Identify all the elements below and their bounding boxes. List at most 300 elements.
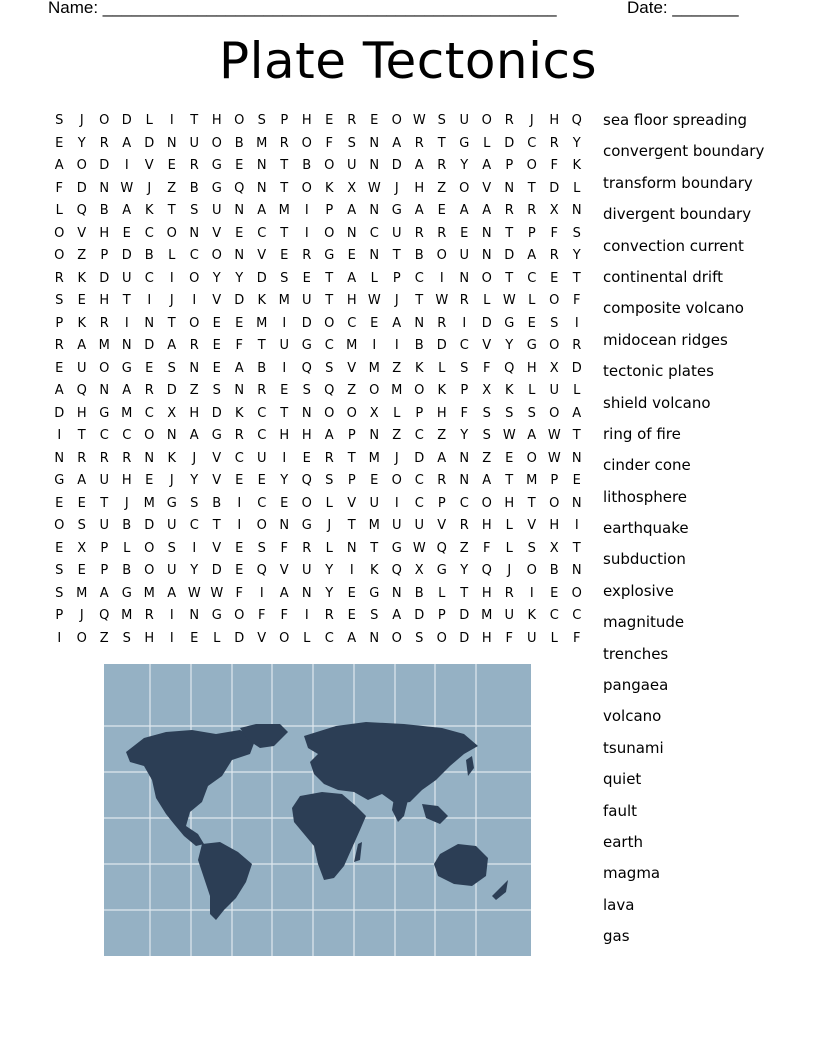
grid-letter[interactable]: L bbox=[483, 293, 491, 308]
grid-letter[interactable]: H bbox=[76, 405, 87, 421]
grid-letter[interactable]: Z bbox=[437, 428, 447, 443]
grid-letter[interactable]: I bbox=[57, 428, 62, 443]
grid-letter[interactable]: D bbox=[414, 450, 425, 466]
grid-letter[interactable]: A bbox=[482, 203, 492, 218]
grid-letter[interactable]: K bbox=[414, 360, 424, 376]
grid-letter[interactable]: O bbox=[144, 428, 155, 443]
grid-letter[interactable]: U bbox=[99, 473, 109, 488]
grid-letter[interactable]: A bbox=[392, 135, 402, 151]
grid-letter[interactable]: X bbox=[77, 540, 87, 556]
grid-letter[interactable]: D bbox=[256, 270, 267, 286]
grid-letter[interactable]: B bbox=[549, 563, 559, 578]
grid-letter[interactable]: G bbox=[391, 203, 402, 218]
grid-letter[interactable]: A bbox=[414, 203, 424, 218]
grid-letter[interactable]: R bbox=[144, 383, 154, 398]
grid-letter[interactable]: G bbox=[436, 563, 447, 578]
grid-letter[interactable]: A bbox=[527, 248, 537, 263]
grid-letter[interactable]: G bbox=[459, 135, 470, 151]
grid-letter[interactable]: N bbox=[346, 225, 357, 241]
grid-letter[interactable]: J bbox=[327, 518, 332, 533]
grid-letter[interactable]: E bbox=[212, 315, 221, 331]
grid-letter[interactable]: F bbox=[55, 180, 63, 196]
grid-letter[interactable]: N bbox=[481, 248, 492, 263]
grid-letter[interactable]: N bbox=[481, 225, 492, 241]
grid-letter[interactable]: J bbox=[507, 563, 512, 578]
grid-letter[interactable]: I bbox=[304, 225, 309, 241]
grid-letter[interactable]: L bbox=[438, 585, 446, 601]
grid-letter[interactable]: D bbox=[121, 113, 132, 128]
grid-letter[interactable]: O bbox=[324, 405, 335, 421]
grid-letter[interactable]: L bbox=[145, 113, 153, 128]
grid-letter[interactable]: E bbox=[505, 450, 514, 466]
grid-letter[interactable]: V bbox=[212, 293, 222, 308]
grid-letter[interactable]: C bbox=[122, 428, 132, 443]
grid-letter[interactable]: D bbox=[459, 630, 470, 646]
grid-letter[interactable]: C bbox=[144, 405, 154, 421]
grid-letter[interactable]: I bbox=[282, 360, 287, 376]
grid-letter[interactable]: L bbox=[505, 540, 513, 556]
grid-letter[interactable]: D bbox=[144, 518, 155, 533]
grid-letter[interactable]: D bbox=[301, 315, 312, 331]
grid-letter[interactable]: O bbox=[144, 563, 155, 578]
grid-letter[interactable]: W bbox=[502, 428, 516, 443]
grid-letter[interactable]: O bbox=[369, 383, 380, 398]
grid-letter[interactable]: H bbox=[481, 518, 492, 533]
grid-letter[interactable]: R bbox=[527, 203, 537, 218]
grid-letter[interactable]: B bbox=[122, 563, 132, 578]
grid-letter[interactable]: E bbox=[77, 495, 86, 511]
grid-letter[interactable]: U bbox=[459, 113, 469, 128]
grid-letter[interactable]: H bbox=[414, 180, 425, 196]
grid-letter[interactable]: O bbox=[481, 113, 492, 128]
grid-letter[interactable]: J bbox=[79, 113, 84, 128]
grid-letter[interactable]: T bbox=[572, 428, 581, 443]
grid-letter[interactable]: W bbox=[412, 540, 426, 556]
grid-letter[interactable]: K bbox=[144, 203, 154, 218]
grid-letter[interactable]: C bbox=[414, 473, 424, 488]
grid-letter[interactable]: A bbox=[347, 630, 357, 646]
grid-letter[interactable]: O bbox=[414, 383, 425, 398]
grid-letter[interactable]: O bbox=[54, 248, 65, 263]
grid-letter[interactable]: L bbox=[370, 270, 378, 286]
grid-letter[interactable]: T bbox=[77, 428, 86, 443]
grid-letter[interactable]: N bbox=[369, 428, 380, 443]
grid-letter[interactable]: O bbox=[436, 630, 447, 646]
grid-letter[interactable]: A bbox=[77, 338, 87, 353]
grid-letter[interactable]: Z bbox=[77, 248, 87, 263]
grid-letter[interactable]: W bbox=[412, 113, 426, 128]
grid-letter[interactable]: V bbox=[212, 450, 222, 466]
grid-letter[interactable]: T bbox=[370, 540, 379, 556]
grid-letter[interactable]: Y bbox=[460, 428, 469, 443]
grid-letter[interactable]: O bbox=[211, 135, 222, 151]
grid-letter[interactable]: A bbox=[122, 203, 132, 218]
grid-letter[interactable]: S bbox=[370, 608, 379, 623]
grid-letter[interactable]: R bbox=[324, 608, 334, 623]
grid-letter[interactable]: G bbox=[369, 585, 380, 601]
grid-letter[interactable]: O bbox=[76, 630, 87, 646]
grid-letter[interactable]: U bbox=[526, 630, 537, 646]
grid-letter[interactable]: T bbox=[280, 180, 289, 196]
grid-letter[interactable]: T bbox=[505, 270, 514, 286]
grid-letter[interactable]: P bbox=[527, 225, 536, 241]
grid-letter[interactable]: N bbox=[414, 315, 425, 331]
grid-letter[interactable]: R bbox=[144, 608, 154, 623]
grid-letter[interactable]: I bbox=[439, 270, 444, 286]
grid-letter[interactable]: F bbox=[235, 338, 243, 353]
grid-letter[interactable]: G bbox=[54, 473, 65, 488]
grid-letter[interactable]: N bbox=[346, 540, 357, 556]
grid-letter[interactable]: P bbox=[55, 608, 64, 623]
grid-letter[interactable]: J bbox=[79, 608, 84, 623]
grid-letter[interactable]: R bbox=[99, 315, 109, 331]
grid-letter[interactable]: D bbox=[54, 405, 65, 421]
grid-letter[interactable]: L bbox=[438, 360, 446, 376]
grid-letter[interactable]: T bbox=[527, 495, 536, 511]
grid-letter[interactable]: L bbox=[573, 383, 581, 398]
grid-letter[interactable]: N bbox=[459, 450, 470, 466]
grid-letter[interactable]: T bbox=[527, 180, 536, 196]
grid-letter[interactable]: O bbox=[324, 315, 335, 331]
grid-letter[interactable]: U bbox=[76, 360, 87, 376]
grid-letter[interactable]: T bbox=[347, 450, 356, 466]
grid-letter[interactable]: F bbox=[573, 293, 581, 308]
grid-letter[interactable]: D bbox=[234, 293, 245, 308]
grid-letter[interactable]: E bbox=[235, 563, 244, 578]
grid-letter[interactable]: G bbox=[391, 540, 402, 556]
grid-letter[interactable]: V bbox=[437, 518, 447, 533]
grid-letter[interactable]: U bbox=[346, 158, 357, 173]
grid-letter[interactable]: D bbox=[144, 338, 155, 353]
grid-letter[interactable]: A bbox=[279, 585, 289, 601]
grid-letter[interactable]: L bbox=[483, 135, 491, 151]
grid-letter[interactable]: I bbox=[124, 315, 129, 331]
grid-letter[interactable]: J bbox=[394, 180, 399, 196]
grid-letter[interactable]: O bbox=[301, 135, 312, 151]
grid-letter[interactable]: W bbox=[120, 180, 134, 196]
grid-letter[interactable]: E bbox=[55, 135, 64, 151]
grid-letter[interactable]: O bbox=[324, 158, 335, 173]
grid-letter[interactable]: F bbox=[258, 608, 266, 623]
grid-letter[interactable]: P bbox=[100, 540, 109, 556]
grid-letter[interactable]: O bbox=[144, 540, 155, 556]
grid-letter[interactable]: L bbox=[393, 405, 401, 421]
grid-letter[interactable]: G bbox=[211, 180, 222, 196]
grid-letter[interactable]: H bbox=[301, 113, 312, 128]
grid-letter[interactable]: E bbox=[302, 270, 311, 286]
grid-letter[interactable]: V bbox=[212, 540, 222, 556]
grid-letter[interactable]: R bbox=[189, 158, 199, 173]
grid-letter[interactable]: B bbox=[99, 203, 109, 218]
grid-letter[interactable]: R bbox=[504, 113, 514, 128]
grid-letter[interactable]: C bbox=[324, 630, 334, 646]
grid-letter[interactable]: G bbox=[324, 248, 335, 263]
grid-letter[interactable]: A bbox=[324, 428, 334, 443]
grid-letter[interactable]: Y bbox=[190, 473, 199, 488]
grid-letter[interactable]: D bbox=[549, 180, 560, 196]
grid-letter[interactable]: I bbox=[57, 630, 62, 646]
grid-letter[interactable]: A bbox=[572, 405, 582, 421]
grid-letter[interactable]: N bbox=[234, 248, 245, 263]
grid-letter[interactable]: K bbox=[437, 383, 447, 398]
grid-letter[interactable]: N bbox=[189, 360, 200, 376]
grid-letter[interactable]: R bbox=[279, 135, 289, 151]
grid-letter[interactable]: R bbox=[572, 338, 582, 353]
grid-letter[interactable]: F bbox=[573, 630, 581, 646]
grid-letter[interactable]: A bbox=[257, 203, 267, 218]
grid-letter[interactable]: P bbox=[505, 158, 514, 173]
grid-letter[interactable]: T bbox=[190, 113, 199, 128]
grid-letter[interactable]: E bbox=[280, 248, 289, 263]
grid-letter[interactable]: L bbox=[528, 293, 536, 308]
grid-letter[interactable]: U bbox=[211, 203, 222, 218]
grid-letter[interactable]: D bbox=[76, 180, 87, 196]
grid-letter[interactable]: A bbox=[234, 360, 244, 376]
grid-letter[interactable]: B bbox=[212, 495, 222, 511]
grid-letter[interactable]: H bbox=[346, 293, 357, 308]
grid-letter[interactable]: O bbox=[436, 248, 447, 263]
grid-letter[interactable]: T bbox=[122, 293, 131, 308]
grid-letter[interactable]: B bbox=[234, 135, 244, 151]
grid-letter[interactable]: E bbox=[550, 270, 559, 286]
grid-letter[interactable]: O bbox=[549, 405, 560, 421]
grid-letter[interactable]: D bbox=[234, 630, 245, 646]
grid-letter[interactable]: A bbox=[77, 473, 87, 488]
grid-letter[interactable]: U bbox=[166, 563, 177, 578]
grid-letter[interactable]: M bbox=[143, 585, 155, 601]
grid-letter[interactable]: H bbox=[526, 360, 537, 376]
grid-letter[interactable]: L bbox=[123, 540, 131, 556]
grid-letter[interactable]: D bbox=[391, 158, 402, 173]
grid-letter[interactable]: Y bbox=[505, 338, 514, 353]
grid-letter[interactable]: F bbox=[280, 540, 288, 556]
grid-letter[interactable]: G bbox=[166, 495, 177, 511]
grid-letter[interactable]: C bbox=[144, 225, 154, 241]
grid-letter[interactable]: V bbox=[482, 338, 492, 353]
grid-letter[interactable]: N bbox=[571, 203, 582, 218]
grid-letter[interactable]: I bbox=[394, 495, 399, 511]
grid-letter[interactable]: M bbox=[481, 608, 493, 623]
grid-letter[interactable]: W bbox=[210, 585, 224, 601]
grid-letter[interactable]: M bbox=[278, 293, 290, 308]
date-field-label[interactable]: Date: _______ bbox=[627, 0, 739, 17]
grid-letter[interactable]: I bbox=[147, 293, 152, 308]
grid-letter[interactable]: A bbox=[347, 203, 357, 218]
grid-letter[interactable]: F bbox=[505, 630, 513, 646]
grid-letter[interactable]: H bbox=[189, 405, 200, 421]
grid-letter[interactable]: K bbox=[77, 270, 87, 286]
grid-letter[interactable]: R bbox=[437, 473, 447, 488]
grid-letter[interactable]: Y bbox=[325, 563, 334, 578]
grid-letter[interactable]: S bbox=[55, 585, 64, 601]
grid-letter[interactable]: T bbox=[415, 293, 424, 308]
grid-letter[interactable]: E bbox=[55, 540, 64, 556]
grid-letter[interactable]: A bbox=[189, 428, 199, 443]
grid-letter[interactable]: A bbox=[167, 338, 177, 353]
grid-letter[interactable]: S bbox=[482, 405, 491, 421]
grid-letter[interactable]: E bbox=[280, 383, 289, 398]
grid-letter[interactable]: E bbox=[235, 225, 244, 241]
grid-letter[interactable]: C bbox=[234, 450, 244, 466]
grid-letter[interactable]: E bbox=[550, 585, 559, 601]
grid-letter[interactable]: L bbox=[505, 518, 513, 533]
grid-letter[interactable]: S bbox=[167, 360, 176, 376]
grid-letter[interactable]: N bbox=[301, 405, 312, 421]
grid-letter[interactable]: Z bbox=[392, 428, 402, 443]
grid-letter[interactable]: S bbox=[505, 405, 514, 421]
grid-letter[interactable]: U bbox=[256, 450, 267, 466]
grid-letter[interactable]: O bbox=[391, 630, 402, 646]
grid-letter[interactable]: M bbox=[98, 338, 110, 353]
grid-letter[interactable]: I bbox=[237, 495, 242, 511]
grid-letter[interactable]: T bbox=[572, 270, 581, 286]
grid-letter[interactable]: Y bbox=[325, 585, 334, 601]
grid-letter[interactable]: F bbox=[483, 360, 491, 376]
grid-letter[interactable]: E bbox=[325, 113, 334, 128]
grid-letter[interactable]: V bbox=[279, 563, 289, 578]
grid-letter[interactable]: O bbox=[549, 293, 560, 308]
grid-letter[interactable]: C bbox=[257, 428, 267, 443]
grid-letter[interactable]: A bbox=[99, 585, 109, 601]
grid-letter[interactable]: T bbox=[392, 248, 401, 263]
grid-letter[interactable]: F bbox=[325, 135, 333, 151]
grid-letter[interactable]: F bbox=[483, 540, 491, 556]
grid-letter[interactable]: B bbox=[257, 360, 267, 376]
grid-letter[interactable]: X bbox=[414, 563, 424, 578]
grid-letter[interactable]: K bbox=[504, 383, 514, 398]
grid-letter[interactable]: Z bbox=[167, 180, 177, 196]
grid-letter[interactable]: C bbox=[527, 270, 537, 286]
grid-letter[interactable]: D bbox=[166, 383, 177, 398]
grid-letter[interactable]: I bbox=[372, 338, 377, 353]
grid-letter[interactable]: O bbox=[189, 270, 200, 286]
grid-letter[interactable]: H bbox=[504, 495, 515, 511]
grid-letter[interactable]: K bbox=[167, 450, 177, 466]
grid-letter[interactable]: U bbox=[121, 270, 132, 286]
grid-letter[interactable]: I bbox=[529, 585, 534, 601]
grid-letter[interactable]: C bbox=[369, 225, 379, 241]
grid-letter[interactable]: C bbox=[347, 315, 357, 331]
grid-letter[interactable]: C bbox=[549, 608, 559, 623]
grid-letter[interactable]: Y bbox=[212, 270, 221, 286]
grid-letter[interactable]: R bbox=[302, 248, 312, 263]
grid-letter[interactable]: R bbox=[437, 315, 447, 331]
grid-letter[interactable]: R bbox=[549, 248, 559, 263]
grid-letter[interactable]: T bbox=[257, 338, 266, 353]
grid-letter[interactable]: O bbox=[391, 473, 402, 488]
grid-letter[interactable]: V bbox=[257, 630, 267, 646]
grid-letter[interactable]: V bbox=[482, 180, 492, 196]
grid-letter[interactable]: D bbox=[481, 315, 492, 331]
grid-letter[interactable]: G bbox=[211, 158, 222, 173]
grid-letter[interactable]: O bbox=[346, 405, 357, 421]
grid-letter[interactable]: A bbox=[54, 158, 64, 173]
grid-letter[interactable]: P bbox=[325, 203, 334, 218]
grid-letter[interactable]: E bbox=[55, 495, 64, 511]
grid-letter[interactable]: R bbox=[549, 135, 559, 151]
grid-letter[interactable]: T bbox=[437, 135, 446, 151]
grid-letter[interactable]: E bbox=[190, 630, 199, 646]
grid-letter[interactable]: Z bbox=[347, 383, 357, 398]
grid-letter[interactable]: S bbox=[550, 315, 559, 331]
grid-letter[interactable]: Y bbox=[235, 270, 244, 286]
grid-letter[interactable]: S bbox=[415, 630, 424, 646]
grid-letter[interactable]: V bbox=[347, 360, 357, 376]
grid-letter[interactable]: H bbox=[121, 473, 132, 488]
grid-letter[interactable]: U bbox=[166, 518, 177, 533]
grid-letter[interactable]: J bbox=[394, 293, 399, 308]
grid-letter[interactable]: N bbox=[54, 450, 65, 466]
grid-letter[interactable]: K bbox=[324, 180, 334, 196]
grid-letter[interactable]: V bbox=[212, 225, 222, 241]
grid-letter[interactable]: O bbox=[526, 158, 537, 173]
grid-letter[interactable]: G bbox=[301, 338, 312, 353]
grid-letter[interactable]: R bbox=[414, 135, 424, 151]
grid-letter[interactable]: O bbox=[256, 518, 267, 533]
grid-letter[interactable]: D bbox=[414, 608, 425, 623]
grid-letter[interactable]: S bbox=[280, 270, 289, 286]
grid-letter[interactable]: L bbox=[303, 630, 311, 646]
grid-letter[interactable]: E bbox=[460, 225, 469, 241]
grid-letter[interactable]: X bbox=[347, 180, 357, 196]
grid-letter[interactable]: B bbox=[122, 518, 132, 533]
grid-letter[interactable]: S bbox=[325, 360, 334, 376]
grid-letter[interactable]: C bbox=[527, 135, 537, 151]
grid-letter[interactable]: A bbox=[54, 383, 64, 398]
grid-letter[interactable]: T bbox=[347, 518, 356, 533]
grid-letter[interactable]: N bbox=[369, 203, 380, 218]
grid-letter[interactable]: A bbox=[459, 203, 469, 218]
grid-letter[interactable]: P bbox=[347, 428, 356, 443]
grid-letter[interactable]: R bbox=[459, 518, 469, 533]
grid-letter[interactable]: M bbox=[526, 473, 538, 488]
grid-letter[interactable]: S bbox=[437, 113, 446, 128]
grid-letter[interactable]: L bbox=[168, 248, 176, 263]
grid-letter[interactable]: E bbox=[347, 585, 356, 601]
grid-letter[interactable]: R bbox=[437, 225, 447, 241]
grid-letter[interactable]: Q bbox=[76, 383, 87, 398]
grid-letter[interactable]: A bbox=[437, 450, 447, 466]
grid-letter[interactable]: N bbox=[369, 158, 380, 173]
grid-letter[interactable]: R bbox=[77, 450, 87, 466]
grid-letter[interactable]: G bbox=[211, 428, 222, 443]
grid-letter[interactable]: Q bbox=[571, 113, 582, 128]
grid-letter[interactable]: O bbox=[526, 450, 537, 466]
grid-letter[interactable]: O bbox=[211, 248, 222, 263]
grid-letter[interactable]: C bbox=[324, 338, 334, 353]
grid-letter[interactable]: S bbox=[190, 203, 199, 218]
grid-letter[interactable]: E bbox=[370, 113, 379, 128]
grid-letter[interactable]: L bbox=[550, 630, 558, 646]
grid-letter[interactable]: N bbox=[99, 383, 110, 398]
grid-letter[interactable]: C bbox=[414, 495, 424, 511]
grid-letter[interactable]: R bbox=[504, 203, 514, 218]
grid-letter[interactable]: A bbox=[482, 158, 492, 173]
grid-letter[interactable]: S bbox=[257, 540, 266, 556]
grid-letter[interactable]: F bbox=[235, 585, 243, 601]
grid-letter[interactable]: O bbox=[571, 585, 582, 601]
grid-letter[interactable]: I bbox=[462, 315, 467, 331]
grid-letter[interactable]: H bbox=[549, 113, 560, 128]
grid-letter[interactable]: H bbox=[211, 113, 222, 128]
grid-letter[interactable]: X bbox=[369, 405, 379, 421]
grid-letter[interactable]: E bbox=[302, 450, 311, 466]
grid-letter[interactable]: R bbox=[54, 270, 64, 286]
grid-letter[interactable]: I bbox=[349, 563, 354, 578]
grid-letter[interactable]: I bbox=[169, 608, 174, 623]
grid-letter[interactable]: N bbox=[234, 203, 245, 218]
grid-letter[interactable]: G bbox=[99, 405, 110, 421]
